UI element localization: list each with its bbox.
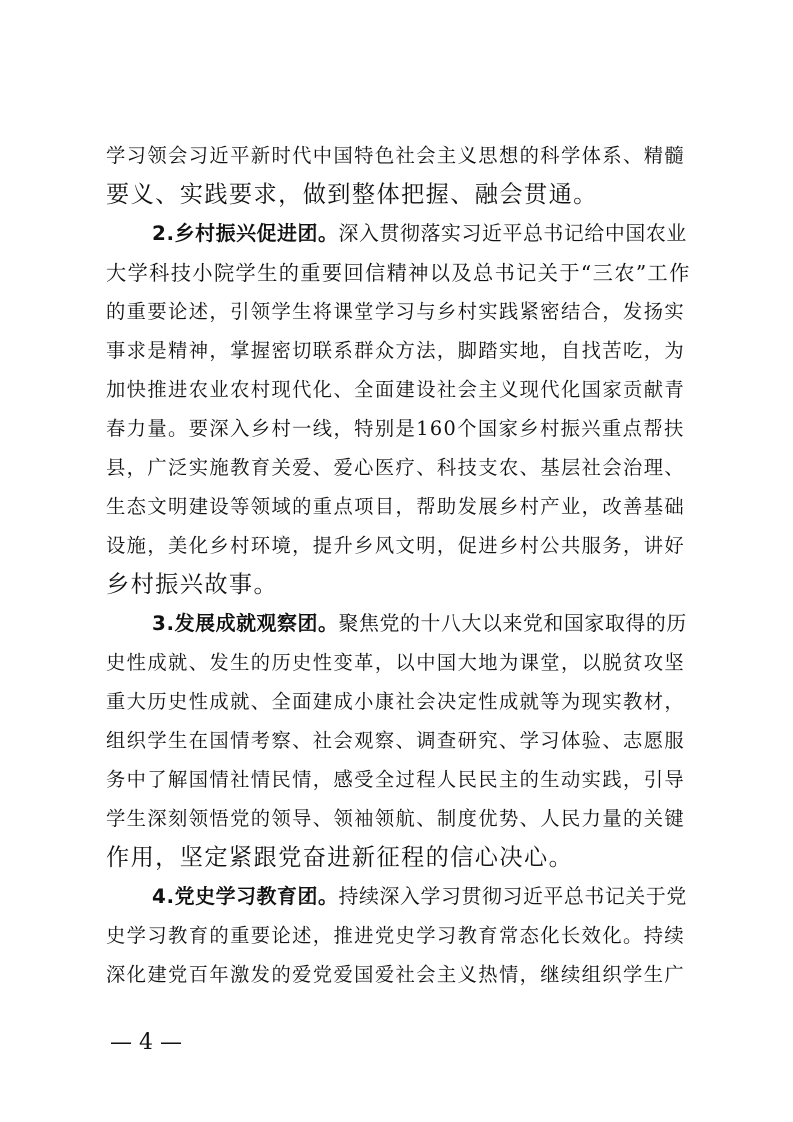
paragraph-line (106, 916, 691, 956)
line-text: 生态文明建设等领域的重点项目，帮助发展乡村产业，改善基础 (106, 495, 686, 518)
paragraph-line (106, 643, 691, 683)
line-text: 聚焦党的十八大以来党和国家取得的历 (338, 612, 687, 635)
line-text: 春力量。要深入乡村一线，特别是160个国家乡村振兴重点帮扶 (106, 417, 685, 440)
line-text: 深化建党百年激发的爱党爱国爱社会主义热情，继续组织学生广 (106, 963, 686, 986)
line-text: 持续深入学习贯彻习近平总书记关于党 (338, 885, 687, 908)
line-text: 的重要论述，引领学生将课堂学习与乡村实践紧密结合，发扬实 (106, 300, 686, 323)
line-text: 事求是精神，掌握密切联系群众方法，脚踏实地，自找苦吃，为 (106, 339, 686, 362)
line-text: 史性成就、发生的历史性变革，以中国大地为课堂，以脱贫攻坚 (106, 651, 686, 674)
line-text: 重大历史性成就、全面建成小康社会决定性成就等为现实教材， (106, 690, 686, 713)
line-text: 加快推进农业农村现代化、全面建设社会主义现代化国家贡献青 (106, 378, 686, 401)
paragraph-line (106, 487, 691, 527)
line-text: 要义、实践要求，做到整体把握、融会贯通。 (106, 181, 598, 208)
paragraph-line (106, 448, 691, 488)
paragraph-line (106, 955, 691, 995)
section-heading: 4.党史学习教育团。 (152, 885, 339, 908)
line-text: 深入贯彻落实习近平总书记给中国农业 (338, 222, 687, 245)
paragraph-line (106, 292, 691, 332)
paragraph-line (106, 721, 691, 761)
line-text: 县，广泛实施教育关爱、爱心医疗、科技支农、基层社会治理、 (106, 456, 686, 479)
paragraph-line (106, 799, 691, 839)
paragraph-line (106, 370, 691, 410)
line-text: 乡村振兴故事。 (106, 571, 279, 598)
paragraph-line (106, 682, 691, 722)
paragraph-line (106, 136, 691, 176)
line-text: 设施，美化乡村环境，提升乡风文明，促进乡村公共服务，讲好 (106, 534, 686, 557)
paragraph-line (106, 838, 691, 878)
paragraph-line (106, 175, 691, 215)
paragraph-line (106, 409, 691, 449)
line-text: 学习领会习近平新时代中国特色社会主义思想的科学体系、精髓 (106, 144, 686, 167)
paragraph-line (106, 253, 691, 293)
line-text: 务中了解国情社情民情，感受全过程人民民主的生动实践，引导 (106, 768, 686, 791)
line-text: 作用，坚定紧跟党奋进新征程的信心决心。 (106, 844, 574, 871)
section-heading-line (152, 214, 691, 254)
paragraph-line (106, 526, 691, 566)
line-text: 大学科技小院学生的重要回信精神以及总书记关于“三农”工作 (106, 261, 691, 285)
line-text: 史学习教育的重要论述，推进党史学习教育常态化长效化。持续 (106, 924, 686, 947)
section-heading: 2.乡村振兴促进团。 (152, 222, 339, 245)
section-heading-line (152, 604, 691, 644)
paragraph-line (106, 331, 691, 371)
section-heading-line (152, 877, 691, 917)
section-heading: 3.发展成就观察团。 (152, 612, 339, 635)
paragraph-line (106, 760, 691, 800)
page-number: — 4 — (110, 1030, 182, 1055)
paragraph-line (106, 565, 691, 605)
line-text: 组织学生在国情考察、社会观察、调查研究、学习体验、志愿服 (106, 729, 686, 752)
line-text: 学生深刻领悟党的领导、领袖领航、制度优势、人民力量的关键 (106, 807, 686, 830)
